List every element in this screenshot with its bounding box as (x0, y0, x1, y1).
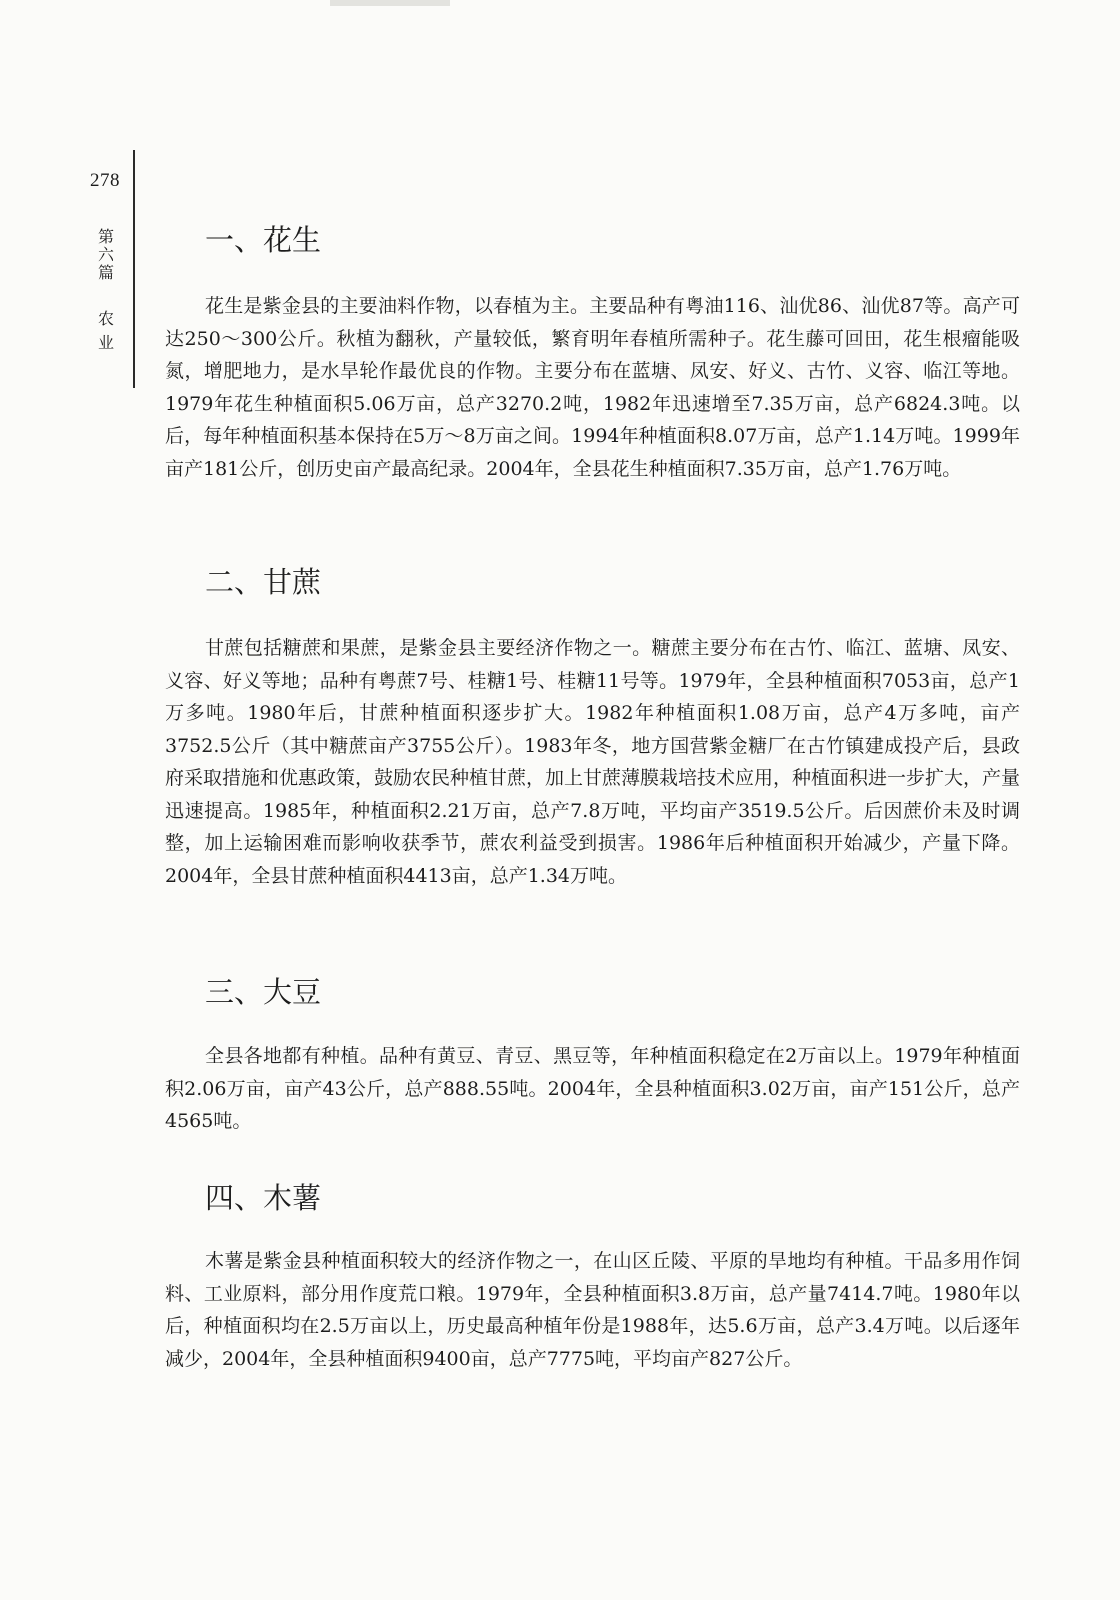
section-heading-soybean: 三、大豆 (205, 975, 322, 1009)
scan-smudge (330, 0, 450, 6)
section-body-sugarcane: 甘蔗包括糖蔗和果蔗，是紫金县主要经济作物之一。糖蔗主要分布在古竹、临江、蓝塘、凤安、义容、好义等地；品种有粤蔗7号、桂糖1号、桂糖11号等。1979年，全县种植面积7053亩，总产1万多吨。1980年后，甘蔗种植面积逐步扩大。1982年种植面积1.08万亩，总产4万多吨，亩产3752.5公斤（其中糖蔗亩产3755公斤）。1983年冬，地方国营紫金糖厂在古竹镇建成投产后，县政府采取措施和优惠政策，鼓励农民种植甘蔗，加上甘蔗薄膜栽培技术应用，种植面积进一步扩大，产量迅速提高。1985年，种植面积2.21万亩，总产7.8万吨，平均亩产3519.5公斤。后因蔗价未及时调整，加上运输困难而影响收获季节，蔗农利益受到损害。1986年后种植面积开始减少，产量下降。2004年，全县甘蔗种植面积4413亩，总产1.34万吨。 (165, 637, 1021, 887)
page-number: 278 (90, 170, 120, 191)
section-body-peanut: 花生是紫金县的主要油料作物，以春植为主。主要品种有粤油116、汕优86、汕优87等。高产可达250～300公斤。秋植为翻秋，产量较低，繁育明年春植所需种子。花生藤可回田，花生根瘤能吸氮，增肥地力，是水旱轮作最优良的作物。主要分布在蓝塘、凤安、好义、古竹、义容、临江等地。1979年花生种植面积5.06万亩，总产3270.2吨，1982年迅速增至7.35万亩，总产6824.3吨。以后，每年种植面积基本保持在5万～8万亩之间。1994年种植面积8.07万亩，总产1.14万吨。1999年亩产181公斤，创历史亩产最高纪录。2004年，全县花生种植面积7.35万亩，总产1.76万吨。 (165, 295, 1020, 480)
section-heading-sugarcane: 二、甘蔗 (205, 565, 322, 599)
part-label: 第六篇 (97, 227, 114, 282)
section-label: 农业 (97, 309, 114, 352)
margin-rule (133, 150, 135, 388)
section-heading-peanut: 一、花生 (205, 223, 322, 257)
section-body-soybean: 全县各地都有种植。品种有黄豆、青豆、黑豆等，年种植面积稳定在2万亩以上。1979年种植面积2.06万亩，亩产43公斤，总产888.55吨。2004年，全县种植面积3.02万亩，亩产151公斤，总产4565吨。 (165, 1045, 1020, 1132)
section-heading-cassava: 四、木薯 (205, 1181, 322, 1215)
section-body-cassava: 木薯是紫金县种植面积较大的经济作物之一，在山区丘陵、平原的旱地均有种植。干品多用作饲料、工业原料，部分用作度荒口粮。1979年，全县种植面积3.8万亩，总产量7414.7吨。1980年以后，种植面积均在2.5万亩以上，历史最高种植年份是1988年，达5.6万亩，总产3.4万吨。以后逐年减少，2004年，全县种植面积9400亩，总产7775吨，平均亩产827公斤。 (165, 1250, 1020, 1370)
